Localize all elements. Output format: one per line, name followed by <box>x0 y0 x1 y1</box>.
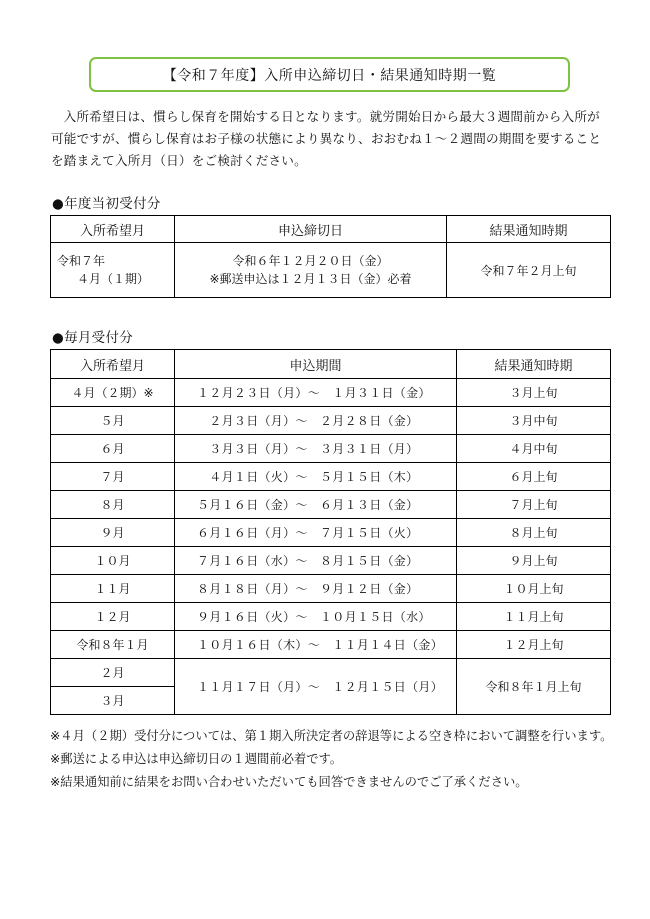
month-cell: ３月 <box>51 687 175 715</box>
note-item: ※郵送による申込は申込締切日の１週間前必着です。 <box>50 752 343 766</box>
section-heading-monthly: ●毎月受付分 <box>52 330 134 346</box>
month-cell: ５月 <box>51 407 175 435</box>
note-item: ※４月（２期）受付分については、第１期入所決定者の辞退等による空き枠において調整を行います。 <box>50 729 613 743</box>
column-header: 申込締切日 <box>175 216 447 243</box>
initial-month-line2: ４月（１期） <box>77 272 150 286</box>
section-heading-initial: ●年度当初受付分 <box>52 196 161 212</box>
table-row <box>51 631 611 659</box>
table-row <box>51 407 611 435</box>
notice-cell-merged: 令和８年１月上旬 <box>457 659 611 715</box>
column-header: 申込期間 <box>175 350 457 379</box>
month-cell: ８月 <box>51 491 175 519</box>
month-cell: 令和８年１月 <box>51 631 175 659</box>
period-cell: １０月１６日（木）～ １１月１４日（金） <box>175 631 457 659</box>
notice-cell: １１月上旬 <box>457 603 611 631</box>
table-row <box>51 463 611 491</box>
table-header-row <box>51 350 611 379</box>
table-header-row <box>51 216 611 243</box>
period-cell: ６月１６日（月）～ ７月１５日（火） <box>175 519 457 547</box>
month-cell: ４月（２期）※ <box>51 379 175 407</box>
initial-month-cell <box>51 243 175 298</box>
column-header: 入所希望月 <box>51 216 175 243</box>
initial-month-line1: 令和７年 <box>57 254 106 268</box>
table-row <box>51 379 611 407</box>
month-cell: ６月 <box>51 435 175 463</box>
month-cell: １１月 <box>51 575 175 603</box>
notes <box>50 725 615 794</box>
column-header: 結果通知時期 <box>457 350 611 379</box>
period-cell: ５月１６日（金）～ ６月１３日（金） <box>175 491 457 519</box>
month-cell: １２月 <box>51 603 175 631</box>
notice-cell: １０月上旬 <box>457 575 611 603</box>
initial-deadline-cell <box>175 243 447 298</box>
month-cell: ７月 <box>51 463 175 491</box>
notice-cell: ８月上旬 <box>457 519 611 547</box>
table-row <box>51 603 611 631</box>
initial-deadline-line2: ※郵送申込は１２月１３日（金）必着 <box>209 272 412 286</box>
notice-cell: ３月上旬 <box>457 379 611 407</box>
table-row <box>51 491 611 519</box>
period-cell: １２月２３日（月）～ １月３１日（金） <box>175 379 457 407</box>
month-cell: ２月 <box>51 659 175 687</box>
table-row <box>51 659 611 687</box>
notice-cell: １２月上旬 <box>457 631 611 659</box>
notice-cell: ９月上旬 <box>457 547 611 575</box>
month-cell: ９月 <box>51 519 175 547</box>
column-header: 結果通知時期 <box>447 216 611 243</box>
month-cell: １０月 <box>51 547 175 575</box>
period-cell: ９月１６日（火）～ １０月１５日（水） <box>175 603 457 631</box>
page-title-text: 【令和７年度】入所申込締切日・結果通知時期一覧 <box>162 67 497 84</box>
notice-cell: ６月上旬 <box>457 463 611 491</box>
initial-table <box>50 215 611 298</box>
period-cell-merged: １１月１７日（月）～ １２月１５日（月） <box>175 659 457 715</box>
period-cell: ４月１日（火）～ ５月１５日（木） <box>175 463 457 491</box>
initial-deadline-line1: 令和６年１２月２０日（金） <box>232 254 389 268</box>
monthly-table <box>50 349 611 715</box>
initial-notice-cell: 令和７年２月上旬 <box>447 243 611 298</box>
notice-cell: ４月中旬 <box>457 435 611 463</box>
notice-cell: ７月上旬 <box>457 491 611 519</box>
note-item: ※結果通知前に結果をお問い合わせいただいても回答できませんのでご了承ください。 <box>50 775 528 789</box>
table-row <box>51 547 611 575</box>
page-title <box>89 57 570 92</box>
notice-cell: ３月中旬 <box>457 407 611 435</box>
period-cell: ７月１６日（水）～ ８月１５日（金） <box>175 547 457 575</box>
table-row <box>51 519 611 547</box>
table-row <box>51 575 611 603</box>
period-cell: ３月３日（月）～ ３月３１日（月） <box>175 435 457 463</box>
table-row <box>51 435 611 463</box>
period-cell: ８月１８日（月）～ ９月１２日（金） <box>175 575 457 603</box>
table-row <box>51 243 611 298</box>
column-header: 入所希望月 <box>51 350 175 379</box>
period-cell: ２月３日（月）～ ２月２８日（金） <box>175 407 457 435</box>
intro-paragraph: 入所希望日は、慣らし保育を開始する日となります。就労開始日から最大３週間前から入所が可能ですが、慣らし保育はお子様の状態により異なり、おおむね１～２週間の期間を要することを踏まえて入所月（日）をご検討ください。 <box>51 109 602 168</box>
